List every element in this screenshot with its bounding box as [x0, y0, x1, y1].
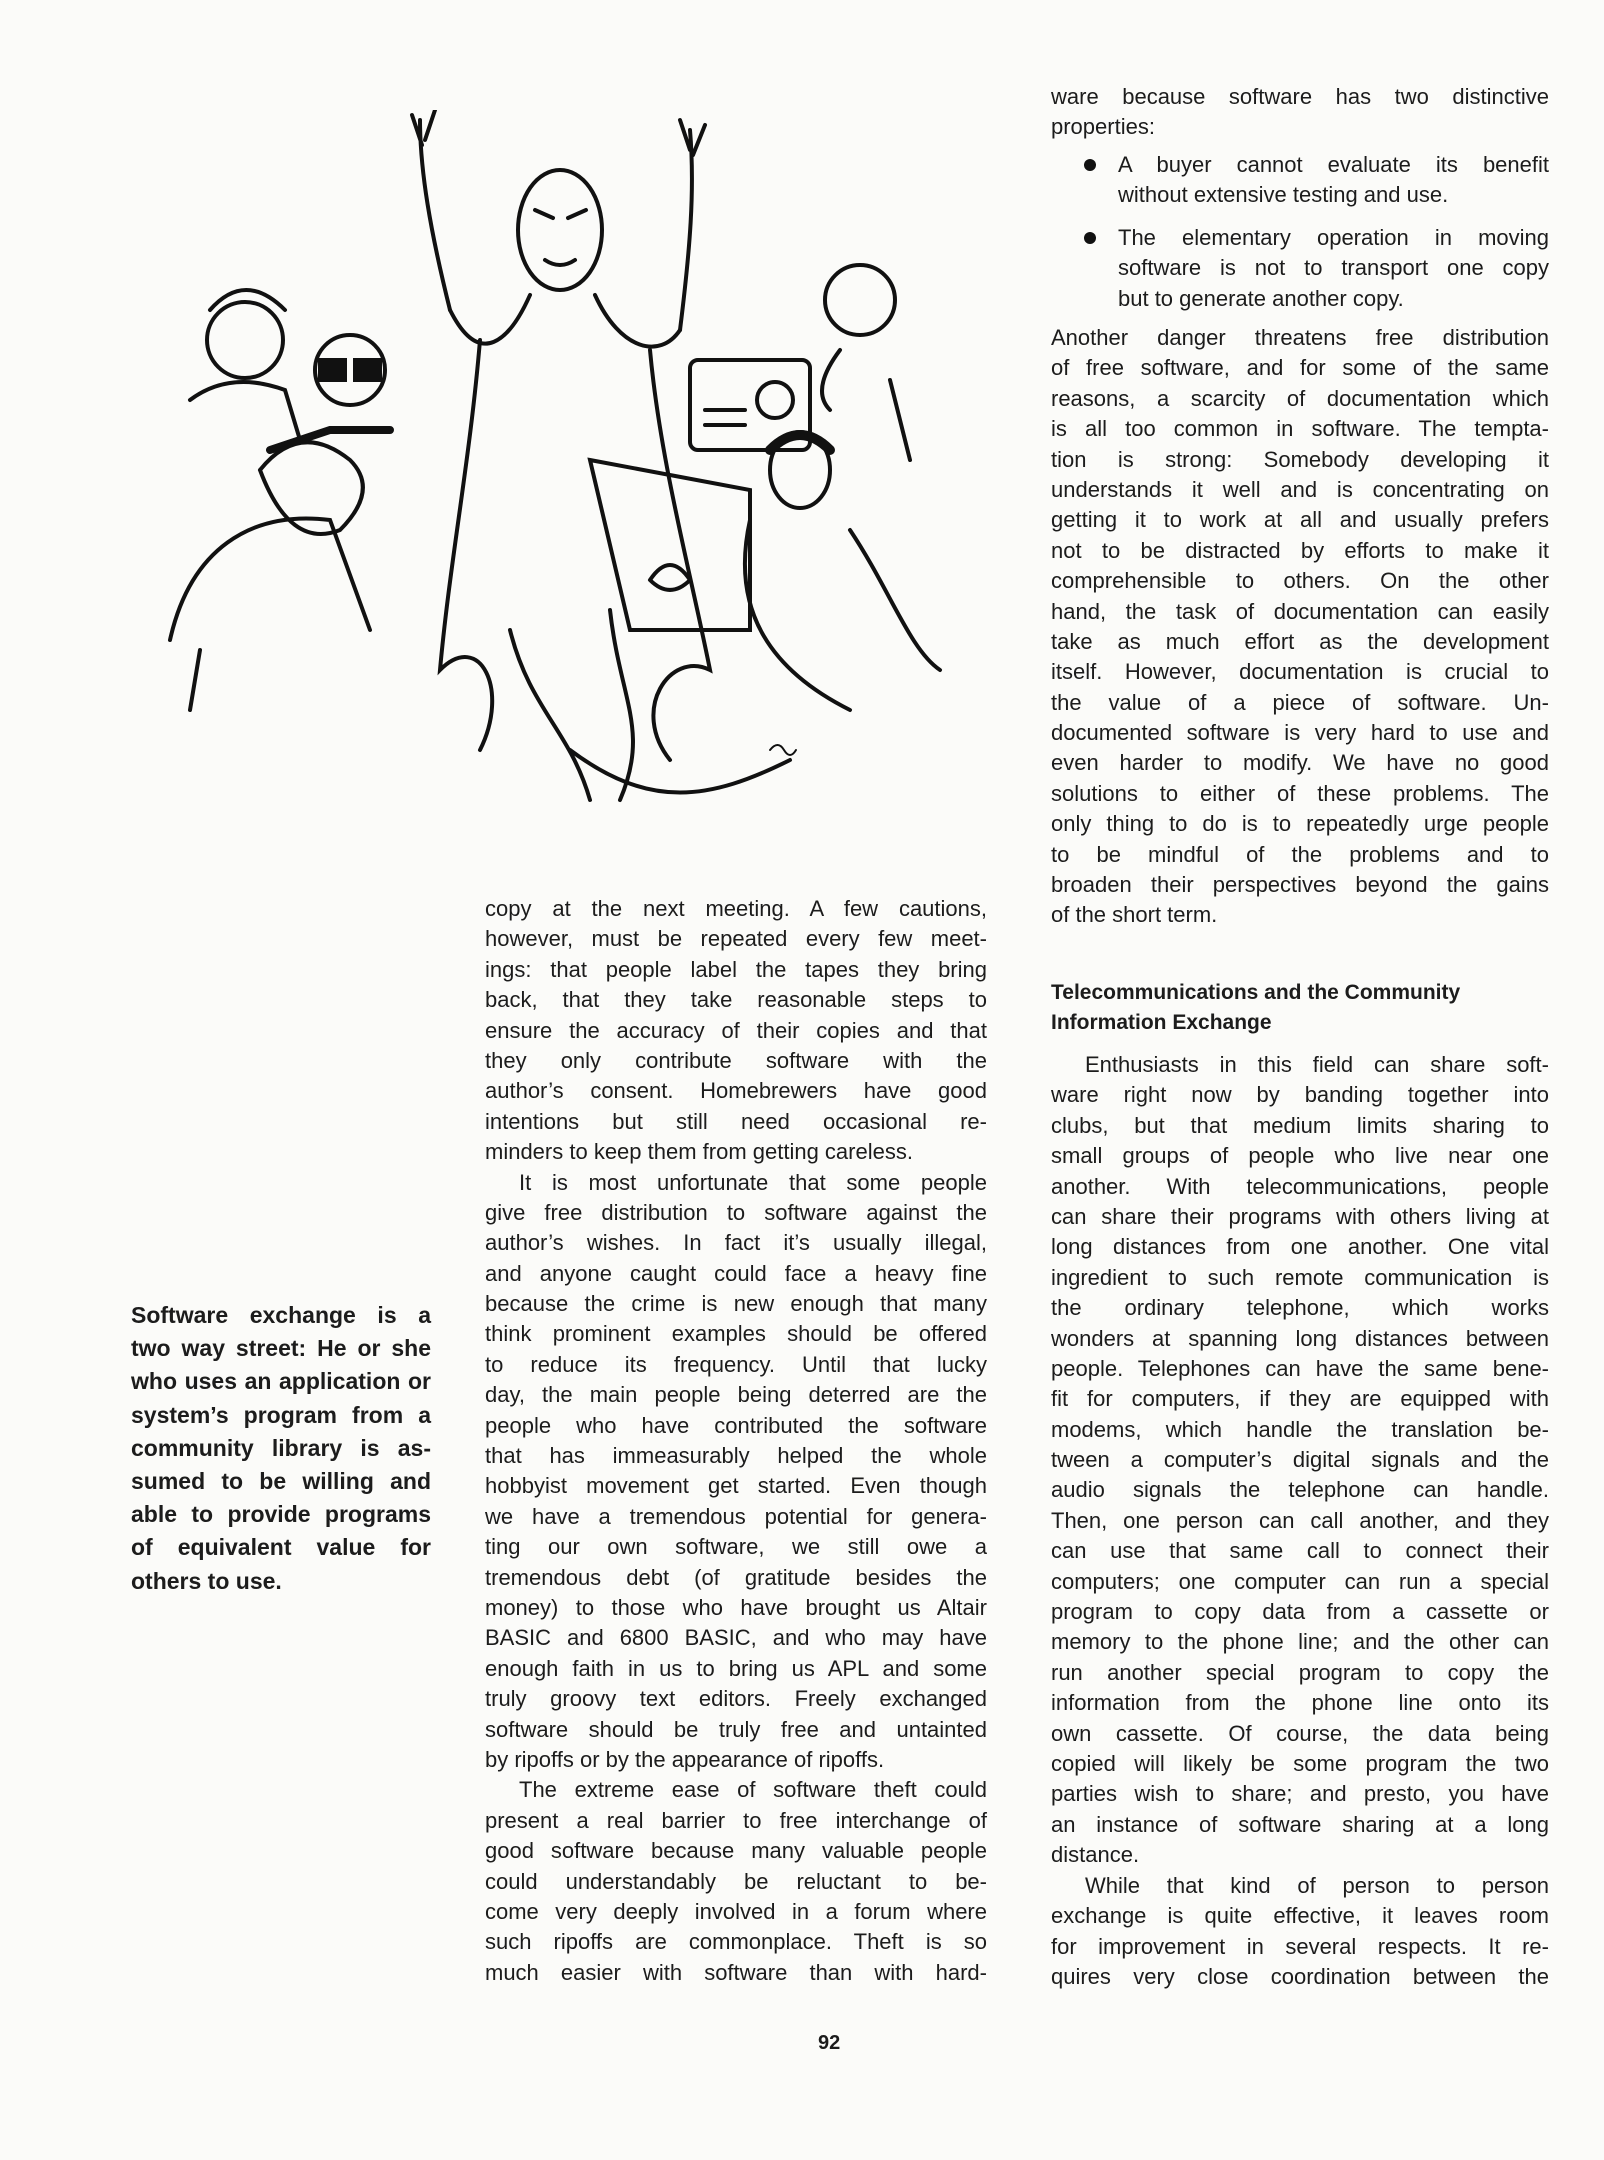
text-line: people who have contributed the software [485, 1412, 987, 1438]
text-line: minders to keep them from getting careless. [485, 1139, 913, 1165]
text-line: Enthusiasts in this field can share soft- [1085, 1052, 1549, 1077]
text-line: fit for computers, if they are equipped with [1051, 1386, 1549, 1412]
text-line: itself. However, documentation is crucial to [1051, 659, 1549, 685]
text-line: long distances from one another. One vital [1051, 1234, 1549, 1260]
text-line: quires very close coordination between the [1051, 1964, 1549, 1990]
text-line: even harder to modify. We have no good [1051, 750, 1549, 776]
bullet-icon [1084, 159, 1096, 171]
text-line: give free distribution to software against the [485, 1199, 987, 1225]
paragraph [485, 1168, 987, 1776]
text-line: truly groovy text editors. Freely exchanged [485, 1686, 987, 1712]
telecom-paragraph [1051, 1050, 1549, 1871]
text-line: much easier with software than with hard- [485, 1959, 987, 1985]
text-line: computers; one computer can run a special [1051, 1568, 1549, 1594]
text-line: to be mindful of the problems and to [1051, 841, 1549, 867]
text-line: information from the phone line onto its [1051, 1690, 1549, 1716]
text-line: and anyone caught could face a heavy fine [485, 1260, 987, 1286]
improvement-paragraph [1051, 1871, 1549, 1993]
text-line: that has immeasurably helped the whole [485, 1443, 987, 1469]
right-intro-paragraph [1051, 82, 1549, 143]
text-line: come very deeply involved in a forum where [485, 1898, 987, 1924]
text-line: enough faith in us to bring us APL and some [485, 1655, 987, 1681]
text-line: program to copy data from a cassette or [1051, 1599, 1549, 1625]
text-line: Then, one person can call another, and they [1051, 1507, 1549, 1533]
text-line: of free software, and for some of the same [1051, 355, 1549, 381]
text-line: could understandably be reluctant to be- [485, 1868, 987, 1894]
text-line: copied will likely be some program the two [1051, 1750, 1549, 1776]
text-line: clubs, but that medium limits sharing to [1051, 1112, 1549, 1138]
text-line: without extensive testing and use. [1118, 182, 1449, 208]
text-line: ensure the accuracy of their copies and that [485, 1017, 987, 1043]
text-line: but to generate another copy. [1118, 285, 1404, 311]
text-line: getting it to work at all and usually prefers [1051, 507, 1549, 533]
text-line: small groups of people who live near one [1051, 1143, 1549, 1169]
text-line: money) to those who have brought us Altair [485, 1594, 987, 1620]
bullet-item [1118, 150, 1549, 211]
text-line: another. With telecommunications, people [1051, 1173, 1549, 1199]
hobbyists-left [170, 290, 390, 710]
text-line: copy at the next meeting. A few cautions, [485, 896, 987, 921]
bullet-item [1118, 223, 1549, 314]
text-line: because the crime is new enough that many [485, 1291, 987, 1317]
text-line: understands it well and is concentrating on [1051, 476, 1549, 502]
middle-column [485, 894, 987, 1988]
text-line: an instance of software sharing at a long [1051, 1811, 1549, 1837]
text-line: by ripoffs or by the appearance of ripoffs. [485, 1746, 885, 1772]
text-line: for improvement in several respects. It re- [1051, 1933, 1549, 1959]
paragraph [485, 1775, 987, 1988]
text-line: they only contribute software with the [485, 1047, 987, 1073]
text-line: parties wish to share; and presto, you have [1051, 1781, 1549, 1807]
text-line: only thing to do is to repeatedly urge people [1051, 811, 1549, 837]
text-line: system’s program from a [131, 1401, 431, 1428]
text-line: The elementary operation in moving [1118, 225, 1549, 250]
text-line: While that kind of person to person [1085, 1873, 1549, 1898]
documentation-paragraph [1051, 323, 1549, 931]
text-line: author’s wishes. In fact it’s usually illegal, [485, 1230, 987, 1256]
text-line: who uses an application or [131, 1368, 431, 1395]
text-line: back, that they take reasonable steps to [485, 987, 987, 1013]
text-line: tween a computer’s digital signals and the [1051, 1447, 1549, 1473]
text-line: can use that same call to connect their [1051, 1538, 1549, 1564]
text-line: software should be truly free and untainted [485, 1716, 987, 1742]
text-line: reasons, a scarcity of documentation which [1051, 385, 1549, 411]
text-line: The extreme ease of software theft could [519, 1777, 987, 1803]
text-line: modems, which handle the translation be- [1051, 1416, 1549, 1442]
text-line: distance. [1051, 1842, 1140, 1868]
text-line: tion is strong: Somebody developing it [1051, 446, 1549, 472]
bullet-icon [1084, 232, 1096, 244]
text-line: to reduce its frequency. Until that lucky [485, 1351, 987, 1377]
text-line: broaden their perspectives beyond the gains [1051, 872, 1549, 898]
text-line: software is not to transport one copy [1118, 255, 1549, 281]
cartoon-illustration [150, 110, 950, 830]
text-line: two way street: He or she [131, 1335, 431, 1362]
artist-signature [770, 745, 796, 755]
text-line: such ripoffs are commonplace. Theft is so [485, 1929, 987, 1955]
text-line: properties: [1051, 114, 1155, 140]
text-line: solutions to either of these problems. The [1051, 780, 1549, 806]
text-line: memory to the phone line; and the other can [1051, 1629, 1549, 1655]
ghost-figure [412, 110, 790, 800]
text-line: of equivalent value for [131, 1534, 431, 1561]
text-line: the ordinary telephone, which works [1051, 1295, 1549, 1321]
text-line: own cassette. Of course, the data being [1051, 1720, 1549, 1746]
text-line: hobbyist movement get started. Even though [485, 1473, 987, 1499]
text-line: BASIC and 6800 BASIC, and who may have [485, 1625, 987, 1651]
text-line: can share their programs with others living at [1051, 1203, 1549, 1229]
text-line: ware because software has two distinctive [1051, 84, 1549, 109]
text-line: comprehensible to others. On the other [1051, 568, 1549, 594]
text-line: documented software is very hard to use and [1051, 720, 1549, 746]
text-line: author’s consent. Homebrewers have good [485, 1078, 987, 1104]
text-line: Software exchange is a [131, 1302, 431, 1328]
text-line: ware right now by banding together into [1051, 1082, 1549, 1108]
text-line: ings: that people label the tapes they bring [485, 956, 987, 982]
text-line: of the short term. [1051, 902, 1218, 928]
text-line: tremendous debt (of gratitude besides the [485, 1564, 987, 1590]
text-line: exchange is quite effective, it leaves room [1051, 1903, 1549, 1929]
section-heading [1051, 978, 1549, 1039]
text-line: A buyer cannot evaluate its benefit [1118, 152, 1549, 177]
text-line: is all too common in software. The tempta- [1051, 416, 1549, 442]
text-line: Another danger threatens free distribution [1051, 325, 1549, 350]
text-line: sumed to be willing and [131, 1467, 431, 1494]
text-line: able to provide programs [131, 1501, 431, 1528]
text-line: present a real barrier to free interchange of [485, 1807, 987, 1833]
text-line: hand, the task of documentation can easily [1051, 598, 1549, 624]
text-line: audio signals the telephone can handle. [1051, 1477, 1549, 1503]
text-line: ting our own software, we still owe a [485, 1534, 987, 1560]
text-line: It is most unfortunate that some people [519, 1169, 987, 1195]
text-line: ingredient to such remote communication is [1051, 1264, 1549, 1290]
text-line: think prominent examples should be offered [485, 1321, 987, 1347]
text-line: not to be distracted by efforts to make it [1051, 537, 1549, 563]
hobbyists-right [590, 265, 940, 710]
paragraph [485, 894, 987, 1168]
heading-line: Telecommunications and the Community [1051, 981, 1461, 1004]
heading-line: Information Exchange [1051, 1011, 1272, 1035]
text-line: people. Telephones can have the same bene- [1051, 1355, 1549, 1381]
text-line: day, the main people being deterred are the [485, 1382, 987, 1408]
text-line: wonders at spanning long distances between [1051, 1325, 1549, 1351]
text-line: take as much effort as the development [1051, 628, 1549, 654]
text-line: community library is as- [131, 1434, 431, 1461]
text-line: however, must be repeated every few meet- [485, 926, 987, 952]
text-line: others to use. [131, 1567, 282, 1594]
text-line: good software because many valuable people [485, 1838, 987, 1864]
text-line: we have a tremendous potential for genera- [485, 1503, 987, 1529]
sidebar-pull-quote [131, 1299, 431, 1598]
text-line: intentions but still need occasional re- [485, 1108, 987, 1134]
text-line: run another special program to copy the [1051, 1659, 1549, 1685]
page-number: 92 [818, 2032, 841, 2054]
text-line: the value of a piece of software. Un- [1051, 689, 1549, 715]
